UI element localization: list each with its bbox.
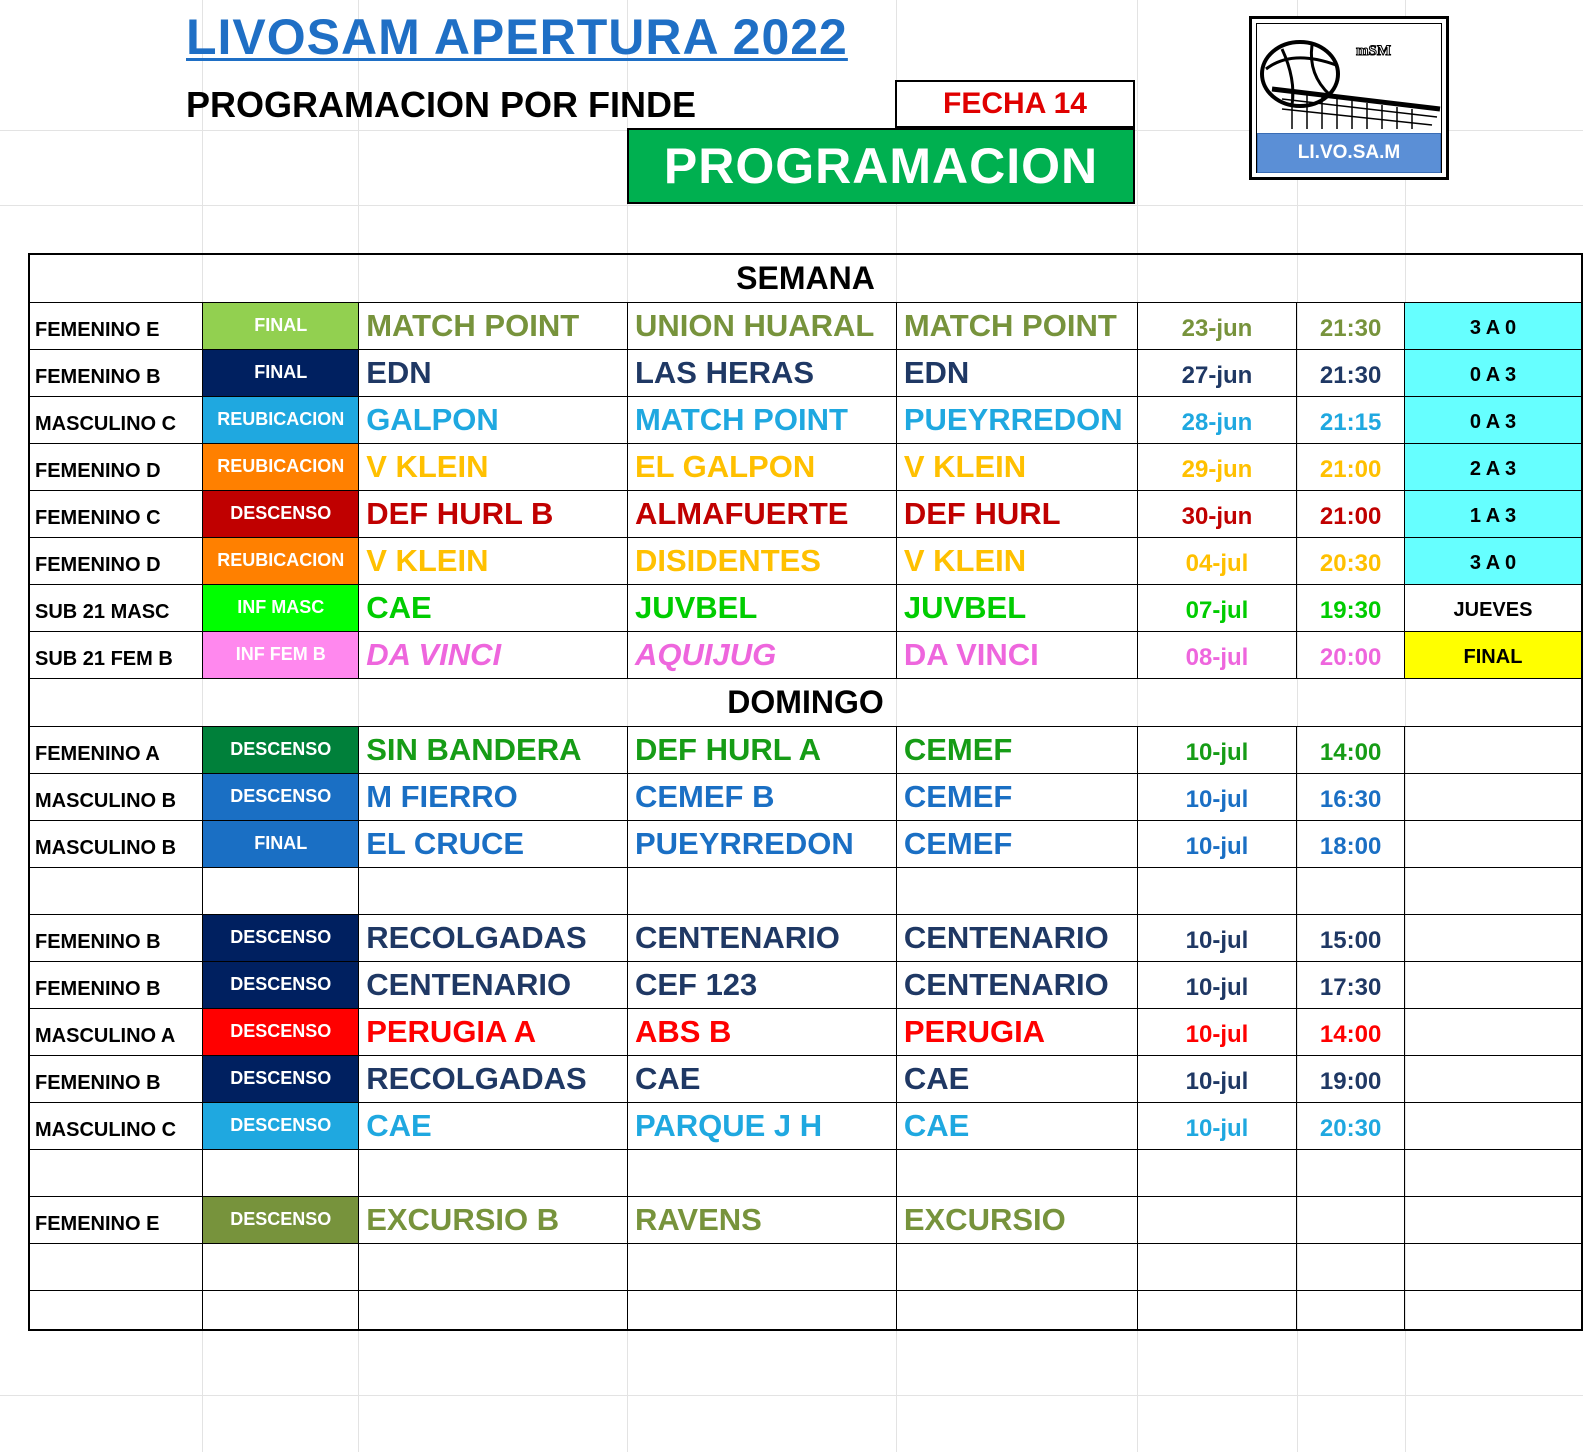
table-row — [29, 537, 1582, 584]
section-domingo-label: DOMINGO — [29, 678, 1582, 726]
schedule-table — [28, 253, 1583, 1331]
venue-cell: CEMEF — [896, 820, 1137, 867]
result-cell — [1404, 1290, 1582, 1330]
away-team-cell — [627, 1149, 896, 1196]
result-cell — [1404, 961, 1582, 1008]
time-cell: 21:00 — [1297, 443, 1405, 490]
home-team-cell — [359, 1290, 628, 1330]
time-cell: 16:30 — [1297, 773, 1405, 820]
result-cell — [1404, 773, 1582, 820]
time-cell — [1297, 1290, 1405, 1330]
date-cell — [1137, 1149, 1297, 1196]
fecha-label: FECHA 14 — [895, 80, 1135, 128]
home-team-cell: CAE — [359, 1102, 628, 1149]
table-row — [29, 1102, 1582, 1149]
away-team-cell: CENTENARIO — [627, 914, 896, 961]
stage-tag: REUBICACION — [203, 396, 359, 443]
category-cell — [29, 867, 203, 914]
category-cell: FEMENINO B — [29, 914, 203, 961]
page-title: LIVOSAM APERTURA 2022 — [186, 9, 848, 65]
result-cell — [1404, 1102, 1582, 1149]
table-row — [29, 1290, 1582, 1330]
time-cell: 21:00 — [1297, 490, 1405, 537]
away-team-cell: PARQUE J H — [627, 1102, 896, 1149]
home-team-cell: SIN BANDERA — [359, 726, 628, 773]
home-team-cell: V KLEIN — [359, 537, 628, 584]
away-team-cell: DISIDENTES — [627, 537, 896, 584]
result-cell: JUEVES — [1404, 584, 1582, 631]
venue-cell: CENTENARIO — [896, 914, 1137, 961]
away-team-cell: CEF 123 — [627, 961, 896, 1008]
home-team-cell: PERUGIA A — [359, 1008, 628, 1055]
time-cell: 15:00 — [1297, 914, 1405, 961]
result-cell: 2 A 3 — [1404, 443, 1582, 490]
result-cell — [1404, 914, 1582, 961]
date-cell: 10-jul — [1137, 961, 1297, 1008]
category-cell: SUB 21 FEM B — [29, 631, 203, 678]
venue-cell: MATCH POINT — [896, 302, 1137, 349]
away-team-cell: CAE — [627, 1055, 896, 1102]
home-team-cell: MATCH POINT — [359, 302, 628, 349]
time-cell: 14:00 — [1297, 1008, 1405, 1055]
date-cell: 10-jul — [1137, 773, 1297, 820]
date-cell — [1137, 1243, 1297, 1290]
table-row — [29, 302, 1582, 349]
table-row — [29, 1243, 1582, 1290]
logo-small-text: mSM — [1356, 43, 1391, 59]
stage-tag: DESCENSO — [203, 914, 359, 961]
venue-cell: EXCURSIO — [896, 1196, 1137, 1243]
logo-band-text: LI.VO.SA.M — [1257, 133, 1441, 173]
venue-cell: DA VINCI — [896, 631, 1137, 678]
category-cell: MASCULINO C — [29, 396, 203, 443]
category-cell: FEMENINO E — [29, 302, 203, 349]
venue-cell — [896, 867, 1137, 914]
time-cell: 20:30 — [1297, 1102, 1405, 1149]
away-team-cell — [627, 1290, 896, 1330]
stage-tag: REUBICACION — [203, 537, 359, 584]
category-cell: MASCULINO A — [29, 1008, 203, 1055]
section-semana — [29, 254, 1582, 302]
result-cell — [1404, 820, 1582, 867]
date-cell: 10-jul — [1137, 914, 1297, 961]
stage-tag: DESCENSO — [203, 961, 359, 1008]
table-row — [29, 726, 1582, 773]
time-cell: 20:00 — [1297, 631, 1405, 678]
away-team-cell — [627, 867, 896, 914]
venue-cell: PUEYRREDON — [896, 396, 1137, 443]
time-cell — [1297, 1243, 1405, 1290]
volleyball-net-icon — [1252, 19, 1446, 131]
away-team-cell: UNION HUARAL — [627, 302, 896, 349]
category-cell: SUB 21 MASC — [29, 584, 203, 631]
result-cell — [1404, 1055, 1582, 1102]
stage-tag: FINAL — [203, 302, 359, 349]
page-subtitle: PROGRAMACION POR FINDE — [186, 84, 697, 125]
date-cell: 04-jul — [1137, 537, 1297, 584]
stage-tag — [203, 1149, 359, 1196]
table-row — [29, 396, 1582, 443]
venue-cell: EDN — [896, 349, 1137, 396]
stage-tag — [203, 867, 359, 914]
category-cell: MASCULINO C — [29, 1102, 203, 1149]
date-cell — [1137, 867, 1297, 914]
home-team-cell: RECOLGADAS — [359, 1055, 628, 1102]
date-cell: 08-jul — [1137, 631, 1297, 678]
table-row — [29, 443, 1582, 490]
away-team-cell: AQUIJUG — [627, 631, 896, 678]
home-team-cell: DA VINCI — [359, 631, 628, 678]
table-row — [29, 490, 1582, 537]
home-team-cell: DEF HURL B — [359, 490, 628, 537]
table-row — [29, 1055, 1582, 1102]
stage-tag: DESCENSO — [203, 1055, 359, 1102]
category-cell: MASCULINO B — [29, 820, 203, 867]
time-cell: 21:30 — [1297, 349, 1405, 396]
result-cell: 3 A 0 — [1404, 302, 1582, 349]
time-cell: 21:30 — [1297, 302, 1405, 349]
date-cell: 10-jul — [1137, 726, 1297, 773]
table-row — [29, 961, 1582, 1008]
table-row — [29, 914, 1582, 961]
time-cell — [1297, 867, 1405, 914]
home-team-cell — [359, 1243, 628, 1290]
category-cell: FEMENINO A — [29, 726, 203, 773]
home-team-cell: CAE — [359, 584, 628, 631]
away-team-cell: CEMEF B — [627, 773, 896, 820]
stage-tag: DESCENSO — [203, 1196, 359, 1243]
category-cell — [29, 1290, 203, 1330]
away-team-cell: ABS B — [627, 1008, 896, 1055]
stage-tag: DESCENSO — [203, 1008, 359, 1055]
table-row — [29, 349, 1582, 396]
date-cell: 27-jun — [1137, 349, 1297, 396]
table-row — [29, 584, 1582, 631]
home-team-cell: EL CRUCE — [359, 820, 628, 867]
stage-tag — [203, 1290, 359, 1330]
home-team-cell: M FIERRO — [359, 773, 628, 820]
section-semana-label: SEMANA — [29, 254, 1582, 302]
home-team-cell — [359, 1149, 628, 1196]
home-team-cell: RECOLGADAS — [359, 914, 628, 961]
category-cell: FEMENINO B — [29, 961, 203, 1008]
time-cell: 17:30 — [1297, 961, 1405, 1008]
time-cell: 14:00 — [1297, 726, 1405, 773]
away-team-cell: MATCH POINT — [627, 396, 896, 443]
section-domingo — [29, 678, 1582, 726]
venue-cell — [896, 1290, 1137, 1330]
result-cell: 0 A 3 — [1404, 396, 1582, 443]
category-cell: FEMENINO D — [29, 537, 203, 584]
venue-cell — [896, 1243, 1137, 1290]
stage-tag: FINAL — [203, 349, 359, 396]
venue-cell: CEMEF — [896, 773, 1137, 820]
venue-cell: CENTENARIO — [896, 961, 1137, 1008]
away-team-cell: LAS HERAS — [627, 349, 896, 396]
category-cell — [29, 1243, 203, 1290]
away-team-cell: RAVENS — [627, 1196, 896, 1243]
table-row — [29, 1196, 1582, 1243]
stage-tag: DESCENSO — [203, 773, 359, 820]
home-team-cell: EXCURSIO B — [359, 1196, 628, 1243]
result-cell — [1404, 726, 1582, 773]
table-row — [29, 867, 1582, 914]
result-cell — [1404, 867, 1582, 914]
stage-tag: INF FEM B — [203, 631, 359, 678]
stage-tag: REUBICACION — [203, 443, 359, 490]
stage-tag: DESCENSO — [203, 490, 359, 537]
date-cell — [1137, 1196, 1297, 1243]
home-team-cell: GALPON — [359, 396, 628, 443]
table-row — [29, 1149, 1582, 1196]
venue-cell — [896, 1149, 1137, 1196]
category-cell — [29, 1149, 203, 1196]
venue-cell: CAE — [896, 1102, 1137, 1149]
date-cell: 30-jun — [1137, 490, 1297, 537]
date-cell: 10-jul — [1137, 820, 1297, 867]
home-team-cell: CENTENARIO — [359, 961, 628, 1008]
result-cell — [1404, 1243, 1582, 1290]
table-row — [29, 1008, 1582, 1055]
away-team-cell: EL GALPON — [627, 443, 896, 490]
result-cell: 0 A 3 — [1404, 349, 1582, 396]
livosam-logo — [1249, 16, 1449, 180]
result-cell: 1 A 3 — [1404, 490, 1582, 537]
date-cell — [1137, 1290, 1297, 1330]
result-cell — [1404, 1008, 1582, 1055]
venue-cell: V KLEIN — [896, 537, 1137, 584]
time-cell — [1297, 1196, 1405, 1243]
venue-cell: JUVBEL — [896, 584, 1137, 631]
category-cell: FEMENINO C — [29, 490, 203, 537]
table-row — [29, 773, 1582, 820]
date-cell: 10-jul — [1137, 1008, 1297, 1055]
time-cell: 19:00 — [1297, 1055, 1405, 1102]
date-cell: 29-jun — [1137, 443, 1297, 490]
category-cell: FEMENINO D — [29, 443, 203, 490]
date-cell: 28-jun — [1137, 396, 1297, 443]
away-team-cell: DEF HURL A — [627, 726, 896, 773]
stage-tag: FINAL — [203, 820, 359, 867]
date-cell: 07-jul — [1137, 584, 1297, 631]
category-cell: FEMENINO B — [29, 1055, 203, 1102]
category-cell: FEMENINO B — [29, 349, 203, 396]
time-cell — [1297, 1149, 1405, 1196]
time-cell: 18:00 — [1297, 820, 1405, 867]
venue-cell: CEMEF — [896, 726, 1137, 773]
result-cell: 3 A 0 — [1404, 537, 1582, 584]
home-team-cell: V KLEIN — [359, 443, 628, 490]
stage-tag: DESCENSO — [203, 1102, 359, 1149]
time-cell: 19:30 — [1297, 584, 1405, 631]
date-cell: 10-jul — [1137, 1102, 1297, 1149]
table-row — [29, 631, 1582, 678]
date-cell: 23-jun — [1137, 302, 1297, 349]
home-team-cell — [359, 867, 628, 914]
result-cell — [1404, 1196, 1582, 1243]
away-team-cell: PUEYRREDON — [627, 820, 896, 867]
stage-tag: DESCENSO — [203, 726, 359, 773]
programacion-banner: PROGRAMACION — [627, 128, 1135, 204]
time-cell: 21:15 — [1297, 396, 1405, 443]
table-row — [29, 820, 1582, 867]
stage-tag: INF MASC — [203, 584, 359, 631]
result-cell — [1404, 1149, 1582, 1196]
date-cell: 10-jul — [1137, 1055, 1297, 1102]
away-team-cell: ALMAFUERTE — [627, 490, 896, 537]
venue-cell: V KLEIN — [896, 443, 1137, 490]
venue-cell: DEF HURL — [896, 490, 1137, 537]
away-team-cell — [627, 1243, 896, 1290]
venue-cell: PERUGIA — [896, 1008, 1137, 1055]
away-team-cell: JUVBEL — [627, 584, 896, 631]
time-cell: 20:30 — [1297, 537, 1405, 584]
category-cell: MASCULINO B — [29, 773, 203, 820]
venue-cell: CAE — [896, 1055, 1137, 1102]
stage-tag — [203, 1243, 359, 1290]
category-cell: FEMENINO E — [29, 1196, 203, 1243]
home-team-cell: EDN — [359, 349, 628, 396]
result-cell: FINAL — [1404, 631, 1582, 678]
